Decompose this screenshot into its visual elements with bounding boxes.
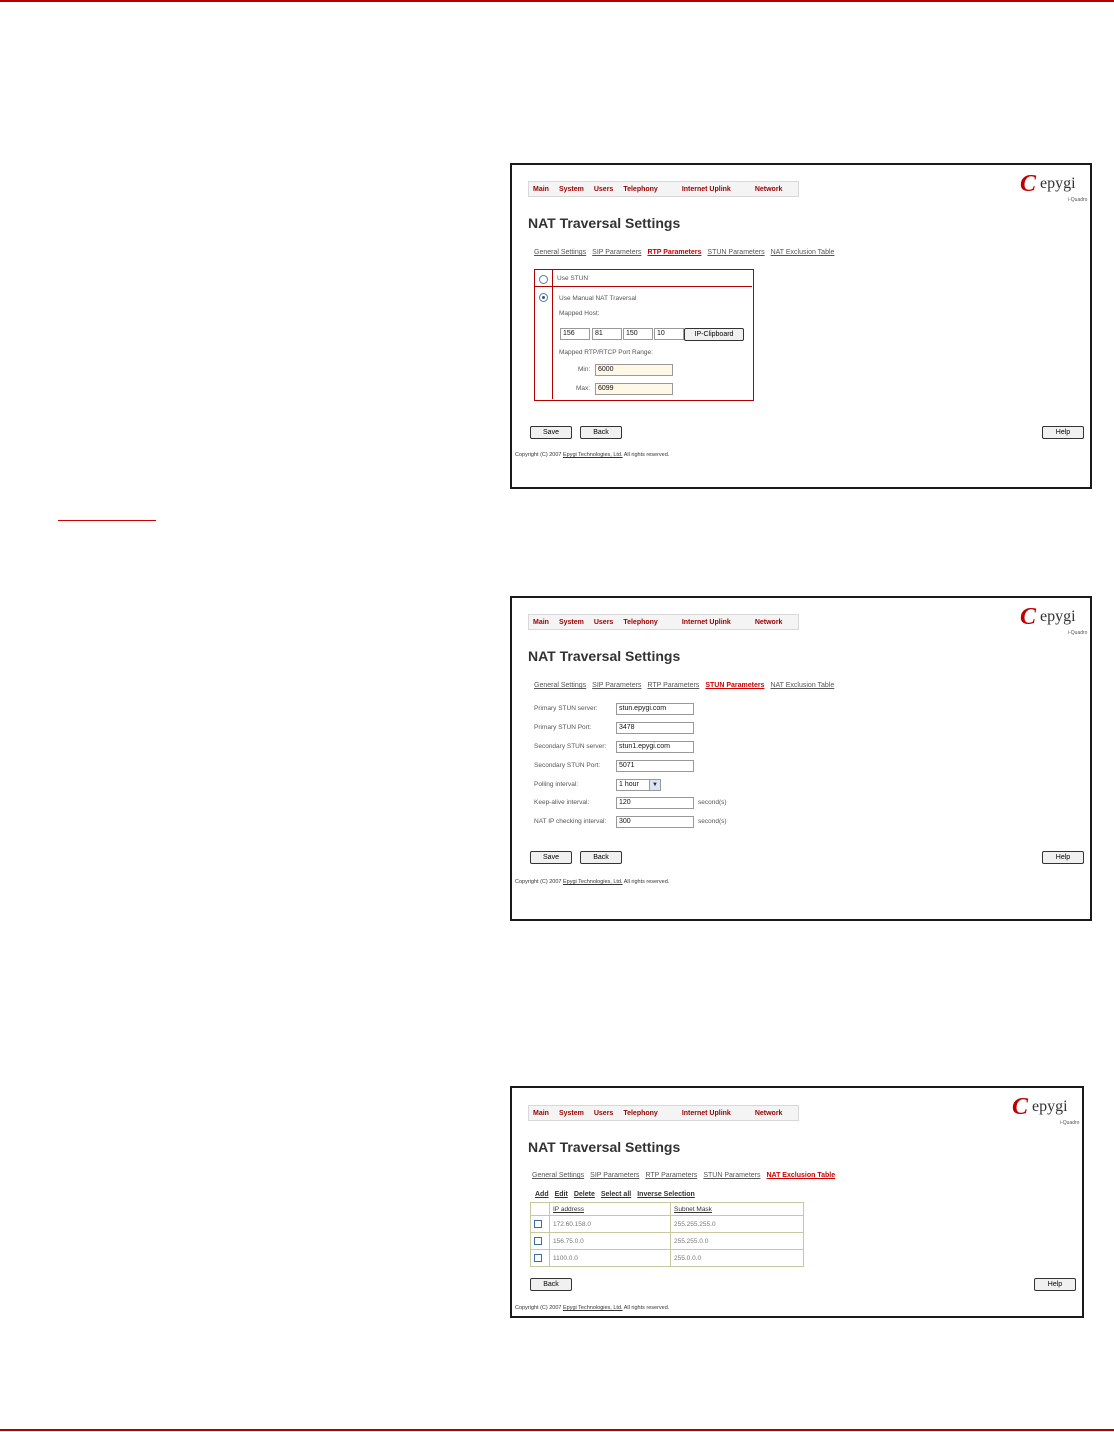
page-bottom-rule: [0, 1429, 1114, 1431]
main-menu: [528, 181, 799, 197]
primary-stun-port-input[interactable]: 3478: [616, 722, 694, 734]
menu-network[interactable]: Network: [754, 185, 783, 193]
keep-alive-unit: second(s): [698, 799, 727, 806]
ip-octet-3[interactable]: 150: [623, 328, 653, 340]
settings-tabs: [534, 249, 840, 256]
secondary-stun-server-input[interactable]: stun1.epygi.com: [616, 741, 694, 753]
tab-sip-parameters[interactable]: SIP Parameters: [592, 682, 642, 689]
menu-system[interactable]: System: [558, 185, 584, 193]
secondary-stun-port-input[interactable]: 5071: [616, 760, 694, 772]
logo-mark-icon: C: [1020, 171, 1037, 197]
copyright-link[interactable]: Epygi Technologies, Ltd.: [563, 452, 623, 458]
table-row: [531, 1233, 804, 1250]
tab-rtp-parameters[interactable]: RTP Parameters: [645, 1172, 698, 1179]
menu-main[interactable]: Main: [533, 618, 549, 626]
stun-row-label: Secondary STUN Port:: [534, 762, 601, 769]
stun-row-label: Secondary STUN server:: [534, 743, 607, 750]
edit-link[interactable]: Edit: [554, 1191, 568, 1198]
logo-text: epygi: [1040, 608, 1076, 625]
tab-general-settings[interactable]: General Settings: [534, 682, 587, 689]
logo-subtitle: i-Quadro: [1060, 1120, 1080, 1126]
copyright-prefix: Copyright (C) 2007: [515, 879, 562, 885]
max-port-label: Max:: [576, 385, 591, 392]
tab-stun-parameters[interactable]: STUN Parameters: [703, 1172, 761, 1179]
row-checkbox[interactable]: [534, 1237, 542, 1245]
inverse-selection-link[interactable]: Inverse Selection: [637, 1191, 695, 1198]
back-button[interactable]: Back: [530, 1278, 572, 1291]
row-divider: [534, 286, 752, 287]
menu-users[interactable]: Users: [593, 185, 614, 193]
tab-sip-parameters[interactable]: SIP Parameters: [590, 1172, 640, 1179]
copyright-link[interactable]: Epygi Technologies, Ltd.: [563, 879, 623, 885]
reference-underline: [58, 520, 156, 521]
tab-stun-parameters[interactable]: STUN Parameters: [707, 249, 765, 256]
logo-text: epygi: [1032, 1098, 1068, 1115]
tab-nat-exclusion-table[interactable]: NAT Exclusion Table: [770, 682, 835, 689]
subnet-mask-cell: 255.255.0.0: [671, 1233, 804, 1250]
logo-mark-icon: C: [1020, 604, 1037, 630]
copyright: [515, 1305, 669, 1311]
nat-ip-checking-interval-input[interactable]: 300: [616, 816, 694, 828]
menu-network[interactable]: Network: [754, 1109, 783, 1117]
menu-system[interactable]: System: [558, 1109, 584, 1117]
logo-subtitle: i-Quadro: [1068, 197, 1088, 203]
tab-sip-parameters[interactable]: SIP Parameters: [592, 249, 642, 256]
screenshot-nat-exclusion-table: [510, 1086, 1084, 1318]
menu-network[interactable]: Network: [754, 618, 783, 626]
tab-nat-exclusion-table[interactable]: NAT Exclusion Table: [766, 1172, 836, 1179]
page-top-rule: [0, 0, 1114, 2]
tab-rtp-parameters[interactable]: RTP Parameters: [647, 249, 702, 256]
ip-address-cell: 156.75.0.0: [550, 1233, 671, 1250]
menu-internet-uplink[interactable]: Internet Uplink: [681, 1109, 731, 1117]
row-checkbox[interactable]: [534, 1220, 542, 1228]
menu-users[interactable]: Users: [593, 618, 614, 626]
stun-row-label: Primary STUN server:: [534, 705, 598, 712]
help-button[interactable]: Help: [1042, 851, 1084, 864]
epygi-logo: [1018, 171, 1088, 205]
logo-subtitle: i-Quadro: [1068, 630, 1088, 636]
main-menu: [528, 614, 799, 630]
menu-users[interactable]: Users: [593, 1109, 614, 1117]
use-stun-label: Use STUN: [557, 275, 589, 282]
radio-column-divider: [552, 269, 553, 399]
back-button[interactable]: Back: [580, 426, 622, 439]
copyright-prefix: Copyright (C) 2007: [515, 1305, 562, 1311]
menu-telephony[interactable]: Telephony: [623, 185, 658, 193]
page-title: NAT Traversal Settings: [528, 648, 681, 664]
tab-general-settings[interactable]: General Settings: [534, 249, 587, 256]
polling-interval-value: 1 hour: [619, 781, 639, 788]
tab-rtp-parameters[interactable]: RTP Parameters: [647, 682, 700, 689]
use-manual-nat-radio[interactable]: [539, 293, 548, 302]
save-button[interactable]: Save: [530, 426, 572, 439]
copyright: [515, 879, 669, 885]
logo-mark-icon: C: [1012, 1094, 1029, 1120]
keep-alive-interval-input[interactable]: 120: [616, 797, 694, 809]
copyright: [515, 452, 669, 458]
table-row: [531, 1250, 804, 1267]
tab-stun-parameters[interactable]: STUN Parameters: [705, 682, 765, 689]
page-title: NAT Traversal Settings: [528, 1139, 681, 1155]
port-range-label: Mapped RTP/RTCP Port Range:: [559, 349, 653, 356]
menu-telephony[interactable]: Telephony: [623, 618, 658, 626]
subnet-mask-cell: 255.0.0.0: [671, 1250, 804, 1267]
ip-octet-4[interactable]: 10: [654, 328, 684, 340]
ip-clipboard-button[interactable]: IP-Clipboard: [684, 328, 744, 341]
add-link[interactable]: Add: [535, 1191, 549, 1198]
mapped-host-label: Mapped Host:: [559, 310, 600, 317]
stun-row-label: Polling interval:: [534, 781, 579, 788]
copyright-prefix: Copyright (C) 2007: [515, 452, 562, 458]
min-port-input[interactable]: 6000: [595, 364, 673, 376]
tab-nat-exclusion-table[interactable]: NAT Exclusion Table: [770, 249, 835, 256]
menu-telephony[interactable]: Telephony: [623, 1109, 658, 1117]
copyright-suffix: All rights reserved.: [623, 879, 670, 885]
screenshot-rtp-parameters: [510, 163, 1092, 489]
stun-row-label: Keep-alive interval:: [534, 799, 590, 806]
ip-octet-2[interactable]: 81: [592, 328, 622, 340]
table-row: [531, 1216, 804, 1233]
subnet-mask-column-header[interactable]: Subnet Mask: [671, 1203, 804, 1216]
table-header-row: [531, 1203, 804, 1216]
settings-tabs: [532, 1172, 841, 1179]
screenshot-stun-parameters: [510, 596, 1092, 921]
primary-stun-server-input[interactable]: stun.epygi.com: [616, 703, 694, 715]
row-checkbox-cell: [531, 1216, 550, 1233]
menu-main[interactable]: Main: [533, 1109, 549, 1117]
help-button[interactable]: Help: [1042, 426, 1084, 439]
polling-interval-select[interactable]: [616, 779, 661, 791]
menu-internet-uplink[interactable]: Internet Uplink: [681, 185, 731, 193]
row-checkbox-cell: [531, 1233, 550, 1250]
help-button[interactable]: Help: [1034, 1278, 1076, 1291]
ip-address-cell: 172.60.158.0: [550, 1216, 671, 1233]
tab-general-settings[interactable]: General Settings: [532, 1172, 585, 1179]
row-checkbox[interactable]: [534, 1254, 542, 1262]
save-button[interactable]: Save: [530, 851, 572, 864]
menu-system[interactable]: System: [558, 618, 584, 626]
select-all-link[interactable]: Select all: [600, 1191, 632, 1198]
subnet-mask-cell: 255.255.255.0: [671, 1216, 804, 1233]
copyright-suffix: All rights reserved.: [623, 1305, 670, 1311]
nat-ip-checking-unit: second(s): [698, 818, 727, 825]
main-menu: [528, 1105, 799, 1121]
table-actions: [535, 1191, 695, 1198]
ip-address-column-header[interactable]: IP address: [550, 1203, 671, 1216]
logo-text: epygi: [1040, 175, 1076, 192]
row-checkbox-cell: [531, 1250, 550, 1267]
use-stun-radio[interactable]: [539, 275, 548, 284]
back-button[interactable]: Back: [580, 851, 622, 864]
checkbox-column-header: [531, 1203, 550, 1216]
min-port-label: Min:: [578, 366, 591, 373]
nat-exclusion-table: [530, 1202, 804, 1267]
menu-main[interactable]: Main: [533, 185, 549, 193]
chevron-down-icon[interactable]: ▼: [649, 780, 660, 790]
page-title: NAT Traversal Settings: [528, 215, 681, 231]
epygi-logo: [1018, 604, 1088, 638]
stun-row-label: Primary STUN Port:: [534, 724, 592, 731]
settings-tabs: [534, 682, 840, 689]
max-port-input[interactable]: 6099: [595, 383, 673, 395]
copyright-suffix: All rights reserved.: [623, 452, 670, 458]
delete-link[interactable]: Delete: [573, 1191, 595, 1198]
stun-row-label: NAT IP checking interval:: [534, 818, 607, 825]
use-manual-nat-label: Use Manual NAT Traversal: [559, 295, 637, 302]
epygi-logo: [1010, 1094, 1080, 1128]
ip-address-cell: 1100.0.0: [550, 1250, 671, 1267]
ip-octet-1[interactable]: 156: [560, 328, 590, 340]
copyright-link[interactable]: Epygi Technologies, Ltd.: [563, 1305, 623, 1311]
menu-internet-uplink[interactable]: Internet Uplink: [681, 618, 731, 626]
